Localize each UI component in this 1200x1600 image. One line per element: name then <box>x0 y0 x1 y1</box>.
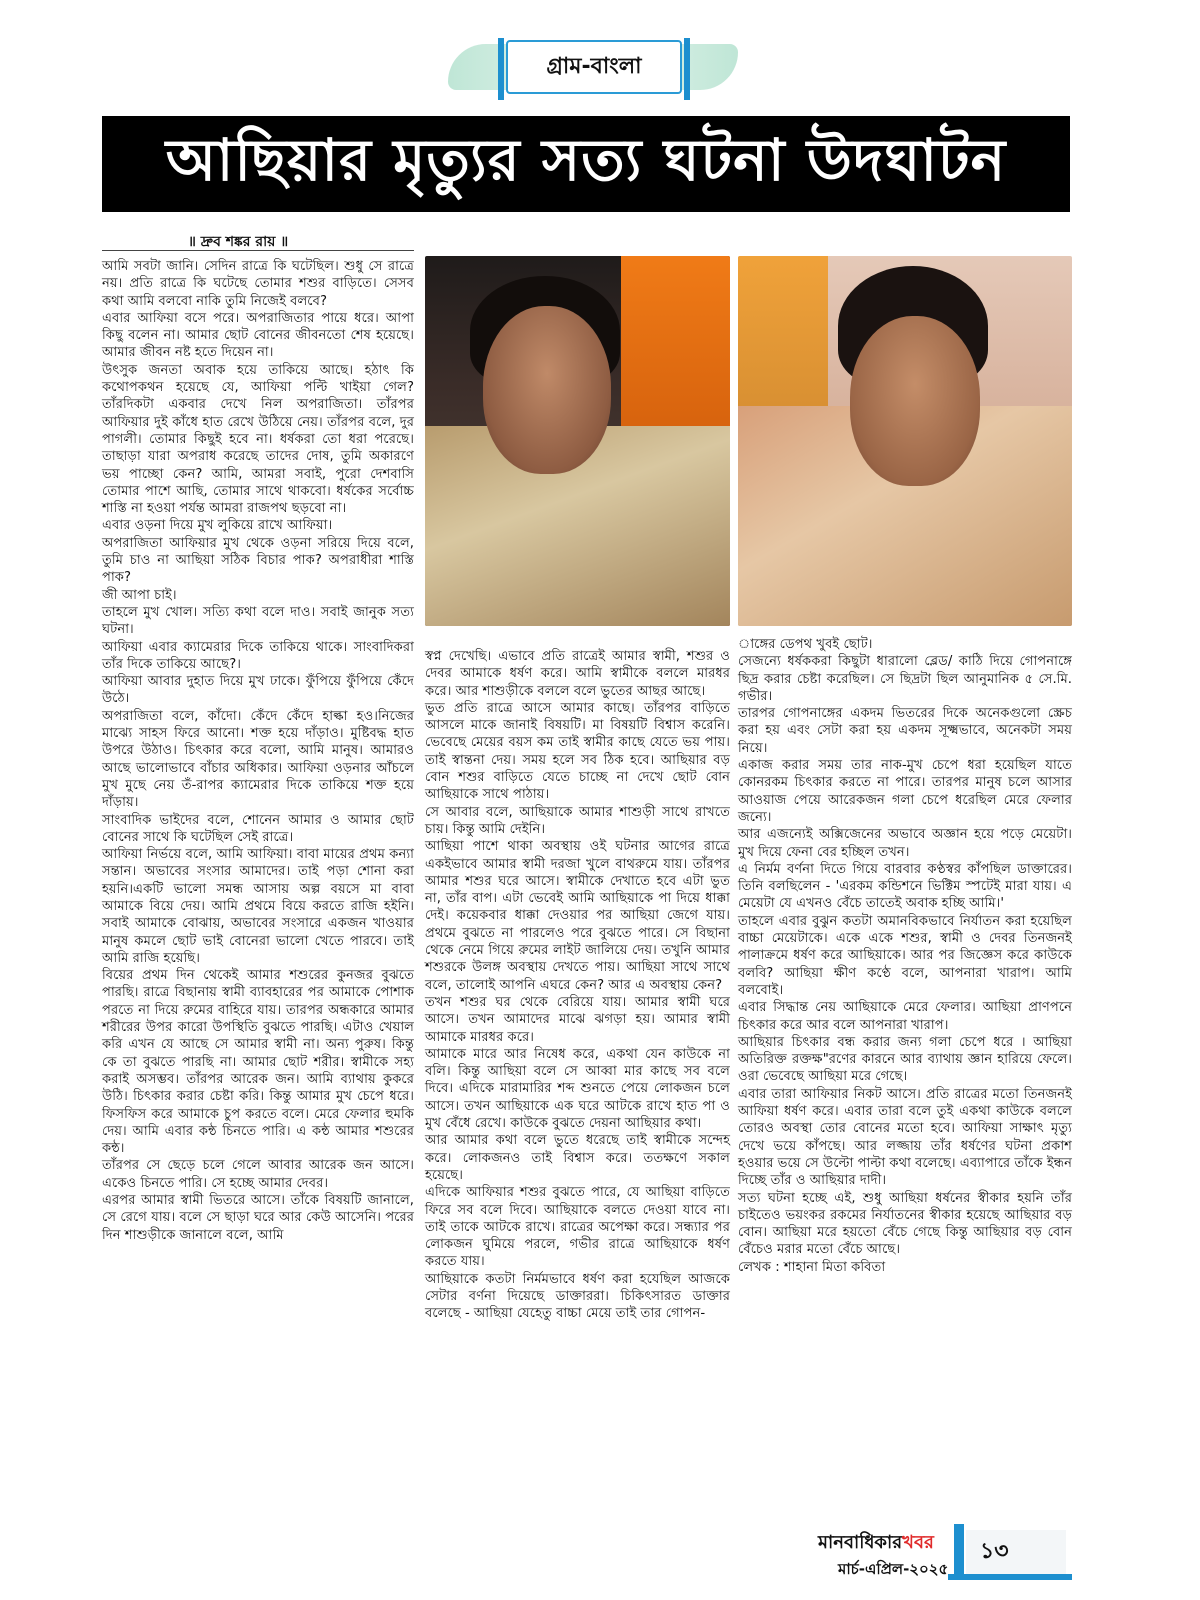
article-byline: ॥ দ্রুব শঙ্কর রায় ॥ <box>188 234 289 250</box>
article-paragraph: অপরাজিতা বলে, কাঁদো। কেঁদে কেঁদে হাল্কা হও।নিজের মাঝ্যে সাহস ফিরে আনো। শক্ত হয়ে দাঁড়াও। মুষ্টিবদ্ধ হাত উপরে উঠাও। চিৎকার করে বলো, আমি মানুষ। আমারও আছে ভালোভাবে বাঁচার অধিকার। আফিয়া ওড়নার আঁচলে মুখ মুছে নেয় তঁ-রাপর ক্যামেরার দিকে তাকিয়ে শক্ত হয়ে দাঁড়ায়। <box>102 708 414 811</box>
byline-divider <box>102 250 414 251</box>
article-paragraph: াঙ্গের ডেপথ খুবই ছোট। <box>738 637 873 652</box>
article-paragraph: জী আপা চাই। <box>102 587 177 603</box>
article-paragraph: আছিয়া পাশে থাকা অবস্থায় ওই ঘটনার আগের রাত্রে একইভাবে আমার স্বামী দরজা খুলে বাথরুমে যায়। তাঁরপর আমার শশুর ঘরে আসে। স্বামীকে দেখাতে হবে এটা ভুত না, তাঁর বাপ। এটা ভেবেই আমি আছিয়াকে পা দিয়ে ধাক্কা দেই। কয়েকবার ধাক্কা দেওয়ার পর আছিয়া জেগে যায়। প্রথমে বুঝতে না পারলেও পরে বুঝতে পারে। সে বিছানা থেকে নেমে গিয়ে রুমের লাইট জালিয়ে দেয়। তখুনি আমার শশুরকে উলঙ্গ অবস্থায় দেখতে পায়। আছিয়া সাথে সাথে বলে, তালোই আপনি এঘরে কেন? আর এ অবস্থায় কেন? <box>425 839 730 993</box>
issue-date: মার্চ-এপ্রিল-২০২৫ <box>838 1560 949 1578</box>
article-paragraph: এ নির্মম বর্ণনা দিতে গিয়ে বারবার কণ্ঠস্বর কাঁপছিল ডাক্তারের। তিনি বলছিলেন - 'এরকম কন্ডিশনে ভিক্টিম স্পটেই মারা যায়। এ মেয়েটা যে এখনও বেঁচে তাতেই অবাক হচ্ছি আমি।' <box>738 861 1072 912</box>
article-paragraph: আমাকে মারে আর নিষেধ করে, একথা যেন কাউকে না বলি। কিন্তু আছিয়া বলে সে আব্বা মার কাছে সব বলে দিবে। এদিকে মারামারির শব্দ শুনতে পেয়ে লোকজন চলে আসে। তখন আছিয়াকে এক ঘরে আটকে রাখে হাত পা ও মুখ বেঁধে রেখে। কাউকে বুঝতে দেয়না আছিয়ার কথা। <box>425 1046 730 1132</box>
article-paragraph: আর এজন্যেই অক্সিজেনের অভাবে অজ্ঞান হয়ে পড়ে মেয়েটা। মুখ দিয়ে ফেনা বের হচ্ছিল তখন। <box>738 827 1072 860</box>
logo-accent-text: খবর <box>902 1532 934 1553</box>
article-paragraph: সত্য ঘটনা হচ্ছে এই, শুধু আছিয়া ধর্ষনের স্বীকার হয়নি তাঁর চাইতেও ভয়ংকর রকমের নির্যাতনের স্বীকার হয়েছে আছিয়ার বড় বোন। আছিয়া মরে হয়তো বেঁচে গেছে কিন্তু আছিয়ার বড় বোন বেঁচেও মরার মতো বেঁচে আছে। <box>738 1190 1072 1258</box>
section-label: গ্রাম-বাংলা <box>506 40 682 94</box>
article-paragraph: আমি সবটা জানি। সেদিন রাত্রে কি ঘটেছিল। শুধু সে রাত্রে নয়। প্রতি রাত্রে কি ঘটেছে তোমার শশুর বাড়িতে। সেসব কথা আমি বলবো নাকি তুমি নিজেই বলবে? <box>102 259 414 309</box>
article-paragraph: তারপর গোপনাঙ্গের একদম ভিতরের দিকে অনেকগুলো স্ক্রেচ করা হয় এবং সেটা করা হয় একদম সূক্ষ্মভাবে, অনেকটা সময় নিয়ে। <box>738 706 1072 756</box>
article-paragraph: লেখক : শাহানা মিতা কবিতা <box>738 1259 886 1275</box>
article-photo-right <box>738 256 1072 626</box>
article-paragraph: তাহলে এবার বুঝুন কতটা অমানবিকভাবে নির্যাতন করা হয়েছিল বাচ্চা মেয়েটাকে। একে একে শশুর, স্বামী ও দেবর তিনজনই পালাক্রমে ধর্ষণ করে আছিয়াকে। আর পর জিজ্ঞেস করে কাউকে বলবি? আছিয়া ক্ষীণ কণ্ঠে বলে, আপনারা খারাপ। আমি বলবোই। <box>738 913 1072 998</box>
page-number: ১৩ <box>966 1530 1066 1574</box>
section-banner <box>448 36 738 98</box>
article-paragraph: একাজ করার সময় তার নাক-মুখ চেপে ধরা হয়েছিল যাতে কোনরকম চিৎকার করতে না পারে। তারপর মানুষ চলে আসার আওয়াজ পেয়ে আরেকজন গলা চেপে ধরেছিল মেরে ফেলার জন্যে। <box>738 758 1072 825</box>
article-column-3 <box>738 636 1072 1276</box>
article-column-2 <box>425 648 730 1323</box>
magazine-logo <box>818 1528 934 1559</box>
page-number-badge <box>948 1524 1072 1580</box>
article-paragraph: সেজন্যে ধর্ষককরা কিছুটা ধারালো ব্লেড/ কাঠি দিয়ে গোপনাঙ্গে ছিদ্র করার চেষ্টা করেছিল। সে ছিদ্রটা ছিল আনুমানিক ৫ সে.মি. গভীর। <box>738 654 1072 704</box>
article-paragraph: এবার ওড়না দিয়ে মুখ লুকিয়ে রাখে আফিয়া। <box>102 518 333 534</box>
article-paragraph: এবার তারা আফিয়ার নিকট আসে। প্রতি রাত্রের মতো তিনজনই আফিয়া ধর্ষণ করে। এবার তারা বলে তুই একথা কাউকে বললে তোরও অবস্থা তোর বোনের মতো হবে। আফিয়া সাক্ষাৎ মৃত্যু দেখে ভয়ে কাঁপছে। আর লজ্জায় তাঁর ধর্ষণের ঘটনা প্রকাশ হওয়ার ভয়ে সে উল্টো পাল্টা কথা বলেছে। এব্যাপারে তাঁকে ইন্ধন দিচ্ছে তাঁর ও আছিয়ার দাদী। <box>738 1086 1072 1189</box>
article-paragraph: আফিয়া এবার ক্যামেরার দিকে তাকিয়ে থাকে। সাংবাদিকরা তাঁর দিকে তাকিয়ে আছে?। <box>102 639 414 672</box>
article-paragraph: আফিয়া আবার দুহাত দিয়ে মুখ ঢাকে। ফুঁপিয়ে ফুঁপিয়ে কেঁদে উঠে। <box>102 674 414 707</box>
article-headline: আছিয়ার মৃত্যুর সত্য ঘটনা উদঘাটন <box>102 116 1070 212</box>
article-photo-left <box>425 256 730 626</box>
article-paragraph: আছিয়াকে কতটা নির্মমভাবে ধর্ষণ করা হযেছিল আজকে সেটার বর্ণনা দিয়েছে ডাক্তাররা। চিকিৎসারত ডাক্তার বলেছে - আছিয়া যেহেতু বাচ্চা মেয়ে তাই তার গোপন- <box>425 1271 730 1322</box>
article-column-1 <box>102 258 414 1244</box>
article-paragraph: এরপর আমার স্বামী ভিতরে আসে। তাঁকে বিষয়টি জানালে, সে রেগে যায়। বলে সে ছাড়া ঘরে আর কেউ আসেনি। পরের দিন শাশুড়ীকে জানালে বলে, আমি <box>102 1193 414 1243</box>
article-paragraph: আফিয়া নির্ভয়ে বলে, আমি আফিয়া। বাবা মায়ের প্রথম কন্যা সন্তান। অভাবের সংসার আমাদের। তাই পড়া শোনা করা হয়নি।একটি ভালো সমন্ধ আসায় অল্প বয়সে মা বাবা আমাকে বিয়ে দেয়। আমি প্রথমে বিয়ে করতে রাজি হইনি। সবাই আমাকে বোঝায়, অভাবের সংসারে একজন খাওয়ার মানুষ কমলে ছোট ভাই বোনেরা ভালো খেতে পারবে। তাই আমি রাজি হয়েছি। <box>102 847 414 966</box>
article-paragraph: সাংবাদিক ভাইদের বলে, শোনেন আমার ও আমার ছোট বোনের সাথে কি ঘটেছিল সেই রাত্রে। <box>102 812 414 845</box>
article-paragraph: আছিয়ার চিৎকার বন্ধ করার জন্য গলা চেপে ধরে । আছিয়া অতিরিক্ত রক্তক্ষ"রণের কারনে আর ব্যাথায় জ্ঞান হারিয়ে ফেলে। ওরা ভেবেছে আছিয়া মরে গেছে। <box>738 1034 1072 1085</box>
logo-main-text: মানবাধিকার <box>818 1532 903 1553</box>
article-paragraph: এবার সিদ্ধান্ত নেয় আছিয়াকে মেরে ফেলার। আছিয়া প্রাণপনে চিৎকার করে আর বলে আপনারা খারাপ। <box>738 1000 1072 1033</box>
article-paragraph: তখন শশুর ঘর থেকে বেরিয়ে যায়। আমার স্বামী ঘরে আসে। তখন আমাদের মাঝে ঝগড়া হয়। আমার স্বামী আমাকে মারধর করে। <box>425 994 730 1045</box>
article-paragraph: অপরাজিতা আফিয়ার মুখ থেকে ওড়না সরিয়ে দিয়ে বলে, তুমি চাও না আছিয়া সঠিক বিচার পাক? অপরাধীরা শাস্তি পাক? <box>102 535 414 586</box>
article-paragraph: তাহলে মুখ খোল। সত্যি কথা বলে দাও। সবাই জানুক সত্য ঘটনা। <box>102 604 414 638</box>
article-paragraph: ভুত প্রতি রাত্রে আসে আমার কাছে। তাঁরপর বাড়িতে আসলে মাকে জানাই বিষয়টি। মা বিষয়টি বিশ্বাস করেনি। ভেবেছে মেয়ের বয়স কম তাই স্বামীর কাছে যেতে ভয় পায়। তাই স্বান্তনা দেয়। সময় হলে সব ঠিক হবে। আছিয়ার বড় বোন শশুর বাড়িতে যেতে চাচ্ছে না দেখে ছোট বোন আছিয়াকে সাথে পাঠায়। <box>425 700 730 803</box>
article-paragraph: উৎসুক জনতা অবাক হয়ে তাকিয়ে আছে। হঠাৎ কি কথোপকথন হয়েছে যে, আফিয়া পল্টি খাইয়া গেল? তাঁরদিকটা একবার দেখে নিল অপরাজিতা। তাঁরপর আফিয়ার দুই কাঁধে হাত রেখে উঠিয়ে নেয়। তাঁরপর বলে, দুর পাগলী। তোমার কিছুই হবে না। ধর্ষকরা তো ধরা পরেছে। তাছাড়া যারা অপরাধ করেছে তাদের দোষ, তুমি অকারণে ভয় পাচ্ছো কেন? আমি, আমরা সবাই, পুরো দেশবাসি তোমার পাশে আছি, তোমার সাথে থাকবো। ধর্ষকের সর্বোচ্চ শাস্তি না হওয়া পর্যন্ত আমরা রাজপথ ছড়বো না। <box>102 362 414 517</box>
article-paragraph: তাঁরপর সে ছেড়ে চলে গেলে আবার আরেক জন আসে। একেও চিনতে পারি। সে হচ্ছে আমার দেবর। <box>102 1158 414 1191</box>
article-paragraph: স্বপ্ন দেখেছি। এভাবে প্রতি রাত্রেই আমার স্বামী, শশুর ও দেবর আমাকে ধর্ষণ করে। আমি স্বামীকে বললে মারধর করে। আর শাশুড়ীকে বললে বলে ভুতের আছর আছে। <box>425 649 730 699</box>
article-paragraph: আর আমার কথা বলে ভুতে ধরেছে তাই স্বামীকে সন্দেহ করে। লোকজনও তাই বিশ্বাস করে। ততক্ষণে সকাল হয়েছে। <box>425 1133 730 1183</box>
article-paragraph: সে আবার বলে, আছিয়াকে আমার শাশুড়ী সাথে রাখতে চায়। কিন্তু আমি দেইনি। <box>425 804 730 837</box>
article-paragraph: এদিকে আফিয়ার শশুর বুঝতে পারে, যে আছিয়া বাড়িতে ফিরে সব বলে দিবে। আছিয়াকে বলতে দেওয়া যাবে না। তাই তাকে আটকে রাখে। রাত্রের অপেক্ষা করে। সন্ধ্যার পর লোকজন ঘুমিয়ে পরলে, গভীর রাত্রে আছিয়াকে ধর্ষণ করতে যায়। <box>425 1185 730 1270</box>
article-paragraph: এবার আফিয়া বসে পরে। অপরাজিতার পায়ে ধরে। আপা কিছু বলেন না। আমার ছোট বোনের জীবনতো শেষ হয়েছে। আমার জীবন নষ্ট হতে দিয়েন না। <box>102 310 414 361</box>
article-paragraph: বিয়ের প্রথম দিন থেকেই আমার শশুরের কুনজর বুঝতে পারছি। রাত্রে বিছানায় স্বামী ব্যাবহারের পর আমাকে পোশাক পরতে না দিয়ে রুমের বাহিরে যায়। তারপর অন্ধকারে আমার শরীরের উপর কারো উপস্থিতি বুঝতে পারছি। এটাও খেয়াল করি এখন যে আছে সে আমার স্বামী না। অন্য পুরুষ। কিন্তু কে তা বুঝতে পারছি না। আমার ছোট শরীর। স্বামীকে সহ্য করাই অসম্ভব। তাঁরপর আরেক জন। আমি ব্যাথায় কুকরে উঠি। চিৎকার করার চেষ্টা করি। কিন্তু আমার মুখ চেপে ধরে। ফিসফিস করে আমাকে চুপ করতে বলে। মেরে ফেলার হুমকি দেয়। আমি এবার কন্ঠ চিনতে পারি। এ কন্ঠ আমার শশুরের কন্ঠ। <box>102 968 414 1157</box>
